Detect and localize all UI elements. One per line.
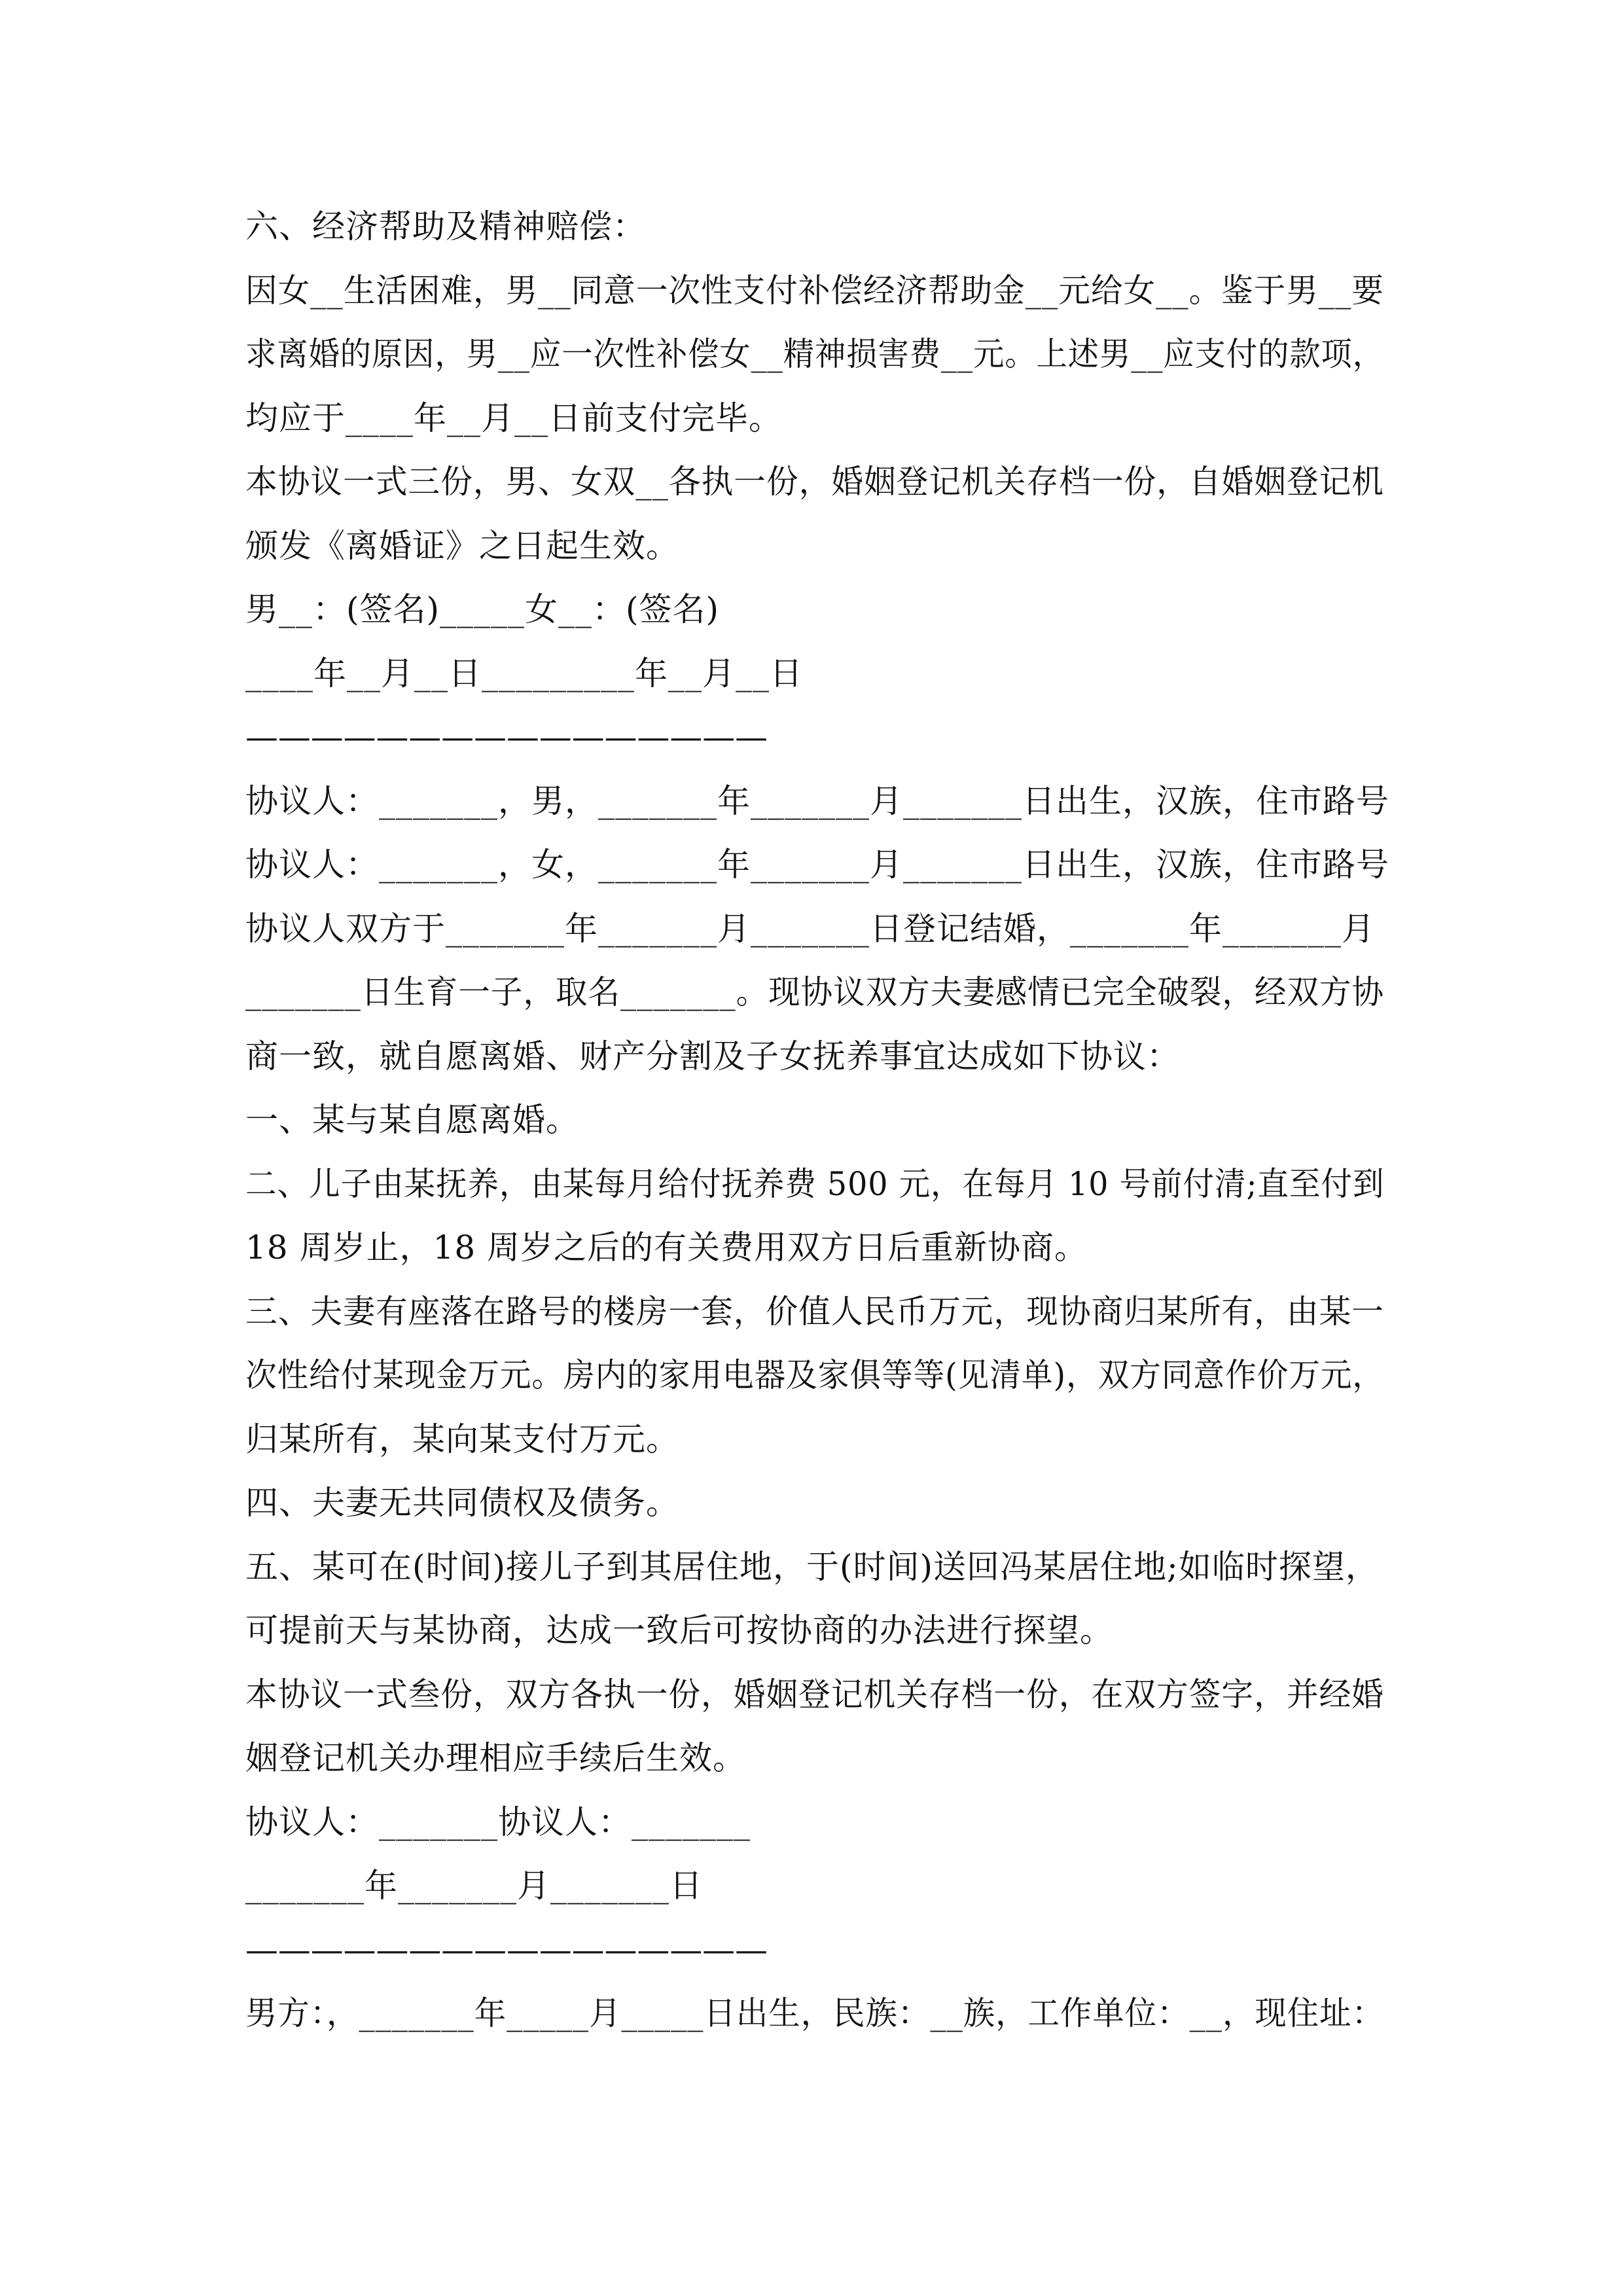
text-line: _______日生育一子，取名_______。现协议双方夫妻感情已完全破裂，经双方协	[245, 973, 1384, 1011]
text-line: 次性给付某现金万元。房内的家用电器及家俱等等(见清单)，双方同意作价万元，	[245, 1356, 1385, 1394]
text-line: 协议人：_______，女，_______年_______月_______日出生，汉族，住市路号	[245, 846, 1389, 884]
text-line: 本协议一式三份，男、女双__各执一份，婚姻登记机关存档一份，自婚姻登记机	[245, 463, 1384, 501]
text-line: 因女__生活困难，男__同意一次性支付补偿经济帮助金__元给女__。鉴于男__要	[245, 271, 1384, 310]
text-line: 一、某与某自愿离婚。	[245, 1101, 579, 1139]
text-line: 归某所有，某向某支付万元。	[245, 1420, 679, 1458]
text-line: ____年__月__日_________年__月__日	[245, 654, 803, 692]
text-line: 男__：(签名)_____女__：(签名)	[245, 590, 720, 628]
separator-line: ————————————————	[245, 718, 768, 756]
text-line: _______年_______月_______日	[245, 1867, 703, 1905]
text-line: 四、夫妻无共同债权及债务。	[245, 1484, 679, 1522]
text-line: 姻登记机关办理相应手续后生效。	[245, 1739, 746, 1777]
text-line: 六、经济帮助及精神赔偿：	[245, 207, 646, 245]
text-line: 求离婚的原因，男__应一次性补偿女__精神损害费__元。上述男__应支付的款项，	[245, 335, 1384, 373]
text-line: 协议人：_______，男，_______年_______月_______日出生，汉族，住市路号	[245, 781, 1389, 820]
text-line: 三、夫妻有座落在路号的楼房一套，价值人民币万元，现协商归某所有，由某一	[245, 1292, 1384, 1331]
text-line: 本协议一式叁份，双方各执一份，婚姻登记机关存档一份，在双方签字，并经婚	[245, 1675, 1384, 1713]
text-line: 男方：，_______年_____月_____日出生，民族：__族，工作单位：__，现住址：	[245, 1994, 1384, 2032]
text-line: 可提前天与某协商，达成一致后可按协商的办法进行探望。	[245, 1611, 1113, 1649]
text-line: 商一致，就自愿离婚、财产分割及子女抚养事宜达成如下协议：	[245, 1037, 1180, 1075]
text-line: 18 周岁止，18 周岁之后的有关费用双方日后重新协商。	[245, 1229, 1088, 1266]
text-line: 协议人双方于_______年_______月_______日登记结婚，_______年_______月	[245, 909, 1375, 948]
text-line: 五、某可在(时间)接儿子到其居住地，于(时间)送回冯某居住地;如临时探望，	[245, 1547, 1379, 1586]
text-line: 二、儿子由某抚养，由某每月给付抚养费 500 元，在每月 10 号前付清;直至付到	[245, 1164, 1385, 1203]
text-line: 均应于____年__月__日前支付完毕。	[245, 399, 782, 437]
separator-line: ————————————————	[245, 1930, 768, 1969]
text-line: 协议人：_______协议人：_______	[245, 1803, 751, 1841]
text-line: 颁发《离婚证》之日起生效。	[245, 526, 679, 565]
